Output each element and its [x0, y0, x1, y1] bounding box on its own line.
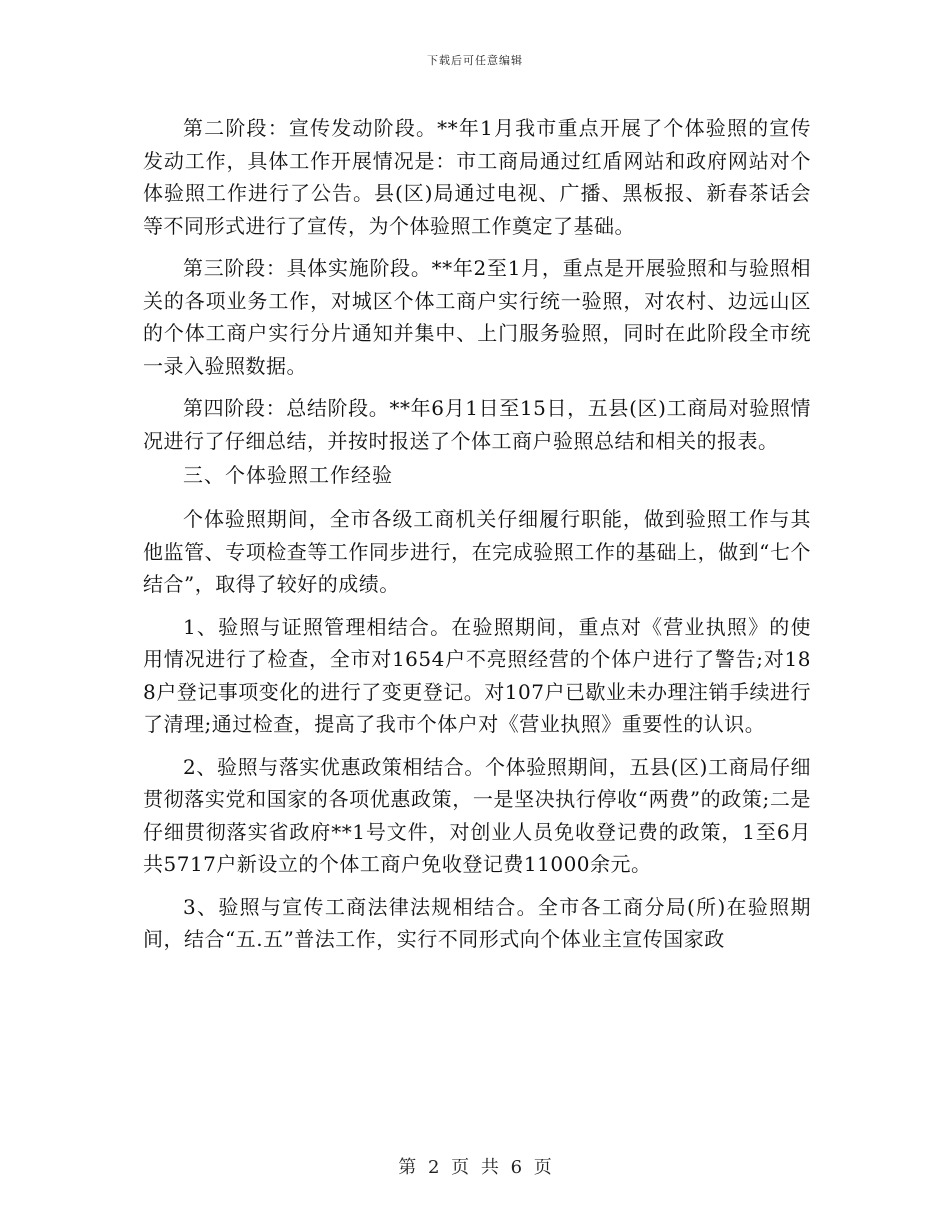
- page-header: 下载后可任意编辑: [427, 54, 523, 67]
- section-heading: 三、个体验照工作经验: [183, 463, 393, 487]
- page-footer: 第 2 页 共 6 页: [398, 1157, 552, 1178]
- paragraph-point-three: 3、验照与宣传工商法律法规相结合。全市各工商分局(所)在验照期间，结合“五.五”普法工作，实行不同形式向个体业主宣传国家政: [143, 894, 811, 951]
- paragraph-point-one: 1、验照与证照管理相结合。在验照期间，重点对《营业执照》的使用情况进行了检查，全市对1654户不亮照经营的个体户进行了警告;对188户登记事项变化的进行了变更登记。对107户已歇业未办理注销手续进行了清理;通过检查，提高了我市个体户对《营业执照》重要性的认识。: [143, 614, 811, 736]
- document-body: [143, 112, 811, 956]
- paragraph-stage-two: 第二阶段：宣传发动阶段。**年1月我市重点开展了个体验照的宣传发动工作，具体工作开展情况是：市工商局通过红盾网站和政府网站对个体验照工作进行了公告。县(区)局通过电视、广播、黑板报、新春茶话会等不同形式进行了宣传，为个体验照工作奠定了基础。: [143, 116, 811, 238]
- paragraph-experience-intro: 个体验照期间，全市各级工商机关仔细履行职能，做到验照工作与其他监管、专项检查等工作同步进行，在完成验照工作的基础上，做到“七个结合”，取得了较好的成绩。: [143, 507, 811, 596]
- paragraph-stage-four: 第四阶段：总结阶段。**年6月1日至15日，五县(区)工商局对验照情况进行了仔细总结，并按时报送了个体工商户验照总结和相关的报表。: [143, 396, 811, 453]
- paragraph-stage-three: 第三阶段：具体实施阶段。**年2至1月，重点是开展验照和与验照相关的各项业务工作，对城区个体工商户实行统一验照，对农村、边远山区的个体工商户实行分片通知并集中、上门服务验照，同时在此阶段全市统一录入验照数据。: [143, 256, 811, 378]
- paragraph-point-two: 2、验照与落实优惠政策相结合。个体验照期间，五县(区)工商局仔细贯彻落实党和国家的各项优惠政策，一是坚决执行停收“两费”的政策;二是仔细贯彻落实省政府**1号文件，对创业人员免收登记费的政策，1至6月共5717户新设立的个体工商户免收登记费11000余元。: [143, 754, 811, 876]
